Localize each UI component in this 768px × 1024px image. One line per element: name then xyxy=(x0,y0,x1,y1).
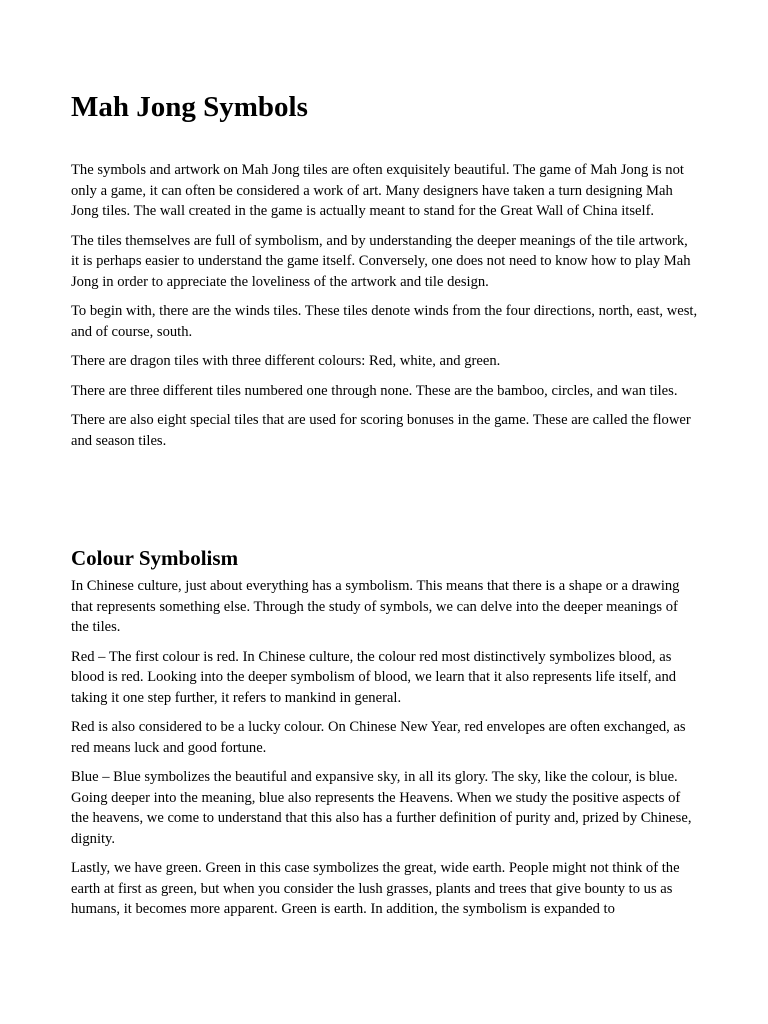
intro-paragraph: There are three different tiles numbered one through none. These are the bamboo, circles, and wan tiles. xyxy=(71,382,678,399)
intro-paragraph: There are also eight special tiles that are used for scoring bonuses in the game. These are called the flower and season tiles. xyxy=(71,412,691,449)
page-title: Mah Jong Symbols xyxy=(71,91,308,123)
section-heading: Colour Symbolism xyxy=(71,546,239,570)
intro-paragraph: The symbols and artwork on Mah Jong tiles are often exquisitely beautiful. The game of Mah Jong is not only a game, it can often be considered a work of art. Many designers have taken a turn designing Mah Jong tiles. The wall created in the game is actually meant to stand for the Great Wall of China itself. xyxy=(71,162,684,219)
intro-paragraph: The tiles themselves are full of symbolism, and by understanding the deeper meanings of the tile artwork, it is perhaps easier to understand the game itself. Conversely, one does not need to know how to play Mah Jong in order to appreciate the loveliness of the artwork and tile design. xyxy=(71,232,691,290)
intro-paragraph: There are dragon tiles with three different colours: Red, white, and green. xyxy=(71,353,501,369)
colour-paragraph: Red – The first colour is red. In Chinese culture, the colour red most distinctively symbolizes blood, as blood is red. Looking into the deeper symbolism of blood, we learn that it also represents life itself, and taking it one step further, it refers to mankind in general. xyxy=(71,648,677,706)
intro-paragraph: To begin with, there are the winds tiles. These tiles denote winds from the four directions, north, east, west, and of course, south. xyxy=(71,303,698,340)
colour-paragraph: Blue – Blue symbolizes the beautiful and expansive sky, in all its glory. The sky, like the colour, is blue. Going deeper into the meaning, blue also represents the Heavens. When we study the positive aspects of the heavens, we come to understand that this also has a further definition of purity and, prized by Chinese, dignity. xyxy=(71,769,692,847)
colour-paragraph: Red is also considered to be a lucky colour. On Chinese New Year, red envelopes are often exchanged, as red means luck and good fortune. xyxy=(71,719,686,756)
intro-section xyxy=(71,160,699,460)
colour-paragraph: In Chinese culture, just about everything has a symbolism. This means that there is a shape or a drawing that represents something else. Through the study of symbols, we can delve into the deeper meanings of the tiles. xyxy=(71,578,680,635)
colour-symbolism-section xyxy=(71,544,699,929)
colour-paragraph: Lastly, we have green. Green in this case symbolizes the great, wide earth. People might not think of the earth at first as green, but when you consider the lush grasses, plants and trees that give bounty to us as humans, it becomes more apparent. Green is earth. In addition, the symbolism is expanded to xyxy=(71,860,680,917)
